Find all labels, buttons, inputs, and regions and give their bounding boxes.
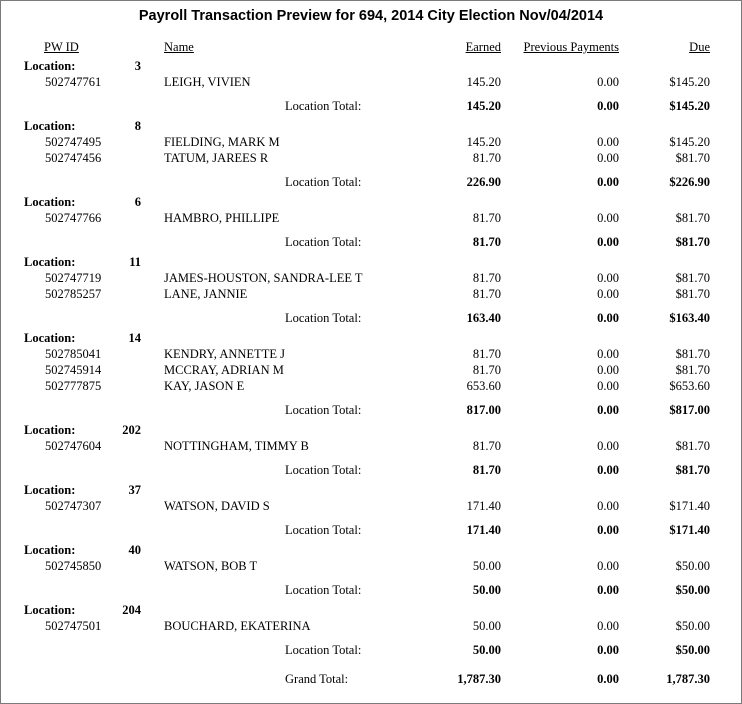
- table-row-due: $81.70: [675, 271, 710, 285]
- location-total-due: $81.70: [675, 235, 710, 249]
- table-row-pw-id: 502745914: [45, 363, 102, 377]
- table-row-name: WATSON, DAVID S: [164, 499, 270, 513]
- location-total-previous-payments: 0.00: [597, 403, 619, 417]
- table-row-name: JAMES-HOUSTON, SANDRA-LEE T: [164, 271, 363, 285]
- table-row-previous-payments: 0.00: [597, 135, 619, 149]
- location-total-previous-payments: 0.00: [597, 583, 619, 597]
- table-row-earned: 81.70: [472, 271, 501, 285]
- table-row-earned: 171.40: [466, 499, 501, 513]
- table-row-pw-id: 502747501: [45, 619, 102, 633]
- grand-total-earned: 1,787.30: [457, 672, 501, 686]
- location-total-due: $81.70: [675, 463, 710, 477]
- grand-total-due: 1,787.30: [666, 672, 710, 686]
- table-row-pw-id: 502747456: [45, 151, 102, 165]
- location-label: Location:: [24, 195, 76, 209]
- table-row-previous-payments: 0.00: [597, 559, 619, 573]
- location-total-due: $226.90: [669, 175, 710, 189]
- location-total-label: Location Total:: [285, 311, 362, 325]
- table-row-earned: 81.70: [472, 151, 501, 165]
- table-row-pw-id: 502785041: [45, 347, 102, 361]
- grand-total-label: Grand Total:: [285, 672, 349, 686]
- location-total-earned: 171.40: [466, 523, 501, 537]
- location-total-earned: 163.40: [466, 311, 501, 325]
- table-row-earned: 81.70: [472, 347, 501, 361]
- grand-total-previous-payments: 0.00: [597, 672, 619, 686]
- location-total-previous-payments: 0.00: [597, 523, 619, 537]
- table-row-earned: 50.00: [472, 559, 501, 573]
- location-total-earned: 226.90: [466, 175, 501, 189]
- location-label: Location:: [24, 255, 76, 269]
- table-row-due: $81.70: [675, 211, 710, 225]
- location-number: 3: [134, 59, 141, 73]
- location-total-previous-payments: 0.00: [597, 643, 619, 657]
- table-row-due: $81.70: [675, 363, 710, 377]
- location-number: 37: [128, 483, 141, 497]
- table-row-previous-payments: 0.00: [597, 439, 619, 453]
- table-row-name: MCCRAY, ADRIAN M: [164, 363, 284, 377]
- location-label: Location:: [24, 119, 76, 133]
- location-total-earned: 145.20: [466, 99, 501, 113]
- table-row-previous-payments: 0.00: [597, 347, 619, 361]
- table-row-previous-payments: 0.00: [597, 151, 619, 165]
- location-total-previous-payments: 0.00: [597, 99, 619, 113]
- location-total-due: $171.40: [669, 523, 710, 537]
- location-label: Location:: [24, 331, 76, 345]
- table-row-previous-payments: 0.00: [597, 499, 619, 513]
- table-row-due: $50.00: [675, 619, 710, 633]
- table-row-previous-payments: 0.00: [597, 75, 619, 89]
- location-total-earned: 50.00: [472, 583, 501, 597]
- location-label: Location:: [24, 603, 76, 617]
- table-row-due: $653.60: [669, 379, 710, 393]
- table-row-earned: 81.70: [472, 363, 501, 377]
- table-row-earned: 145.20: [466, 75, 501, 89]
- table-row-previous-payments: 0.00: [597, 287, 619, 301]
- location-total-due: $50.00: [675, 583, 710, 597]
- table-row-previous-payments: 0.00: [597, 211, 619, 225]
- column-header-previous-payments: Previous Payments: [523, 40, 619, 54]
- table-row-due: $145.20: [669, 75, 710, 89]
- table-row-name: BOUCHARD, EKATERINA: [164, 619, 311, 633]
- location-total-earned: 81.70: [472, 235, 501, 249]
- location-label: Location:: [24, 59, 76, 73]
- table-row-name: HAMBRO, PHILLIPE: [164, 211, 280, 225]
- table-row-due: $171.40: [669, 499, 710, 513]
- table-row-name: NOTTINGHAM, TIMMY B: [164, 439, 309, 453]
- table-row-pw-id: 502747761: [45, 75, 102, 89]
- location-total-label: Location Total:: [285, 643, 362, 657]
- table-row-due: $81.70: [675, 439, 710, 453]
- location-total-previous-payments: 0.00: [597, 311, 619, 325]
- table-row-due: $81.70: [675, 347, 710, 361]
- location-number: 202: [122, 423, 141, 437]
- column-header-name: Name: [164, 40, 194, 54]
- table-row-due: $145.20: [669, 135, 710, 149]
- table-row-earned: 145.20: [466, 135, 501, 149]
- table-row-pw-id: 502785257: [45, 287, 102, 301]
- location-number: 40: [128, 543, 141, 557]
- location-label: Location:: [24, 423, 76, 437]
- table-row-previous-payments: 0.00: [597, 619, 619, 633]
- location-total-label: Location Total:: [285, 463, 362, 477]
- table-row-previous-payments: 0.00: [597, 271, 619, 285]
- location-number: 14: [128, 331, 141, 345]
- location-label: Location:: [24, 543, 76, 557]
- column-header-earned: Earned: [465, 40, 501, 54]
- table-row-earned: 81.70: [472, 287, 501, 301]
- location-total-earned: 81.70: [472, 463, 501, 477]
- table-row-due: $81.70: [675, 151, 710, 165]
- location-total-label: Location Total:: [285, 583, 362, 597]
- table-row-earned: 50.00: [472, 619, 501, 633]
- table-row-name: LANE, JANNIE: [164, 287, 248, 301]
- table-row-due: $81.70: [675, 287, 710, 301]
- location-total-due: $145.20: [669, 99, 710, 113]
- location-total-earned: 817.00: [466, 403, 501, 417]
- location-total-previous-payments: 0.00: [597, 235, 619, 249]
- column-header-pw-id: PW ID: [44, 40, 79, 54]
- table-row-name: LEIGH, VIVIEN: [164, 75, 251, 89]
- location-total-label: Location Total:: [285, 99, 362, 113]
- location-total-previous-payments: 0.00: [597, 175, 619, 189]
- location-number: 8: [134, 119, 141, 133]
- table-row-previous-payments: 0.00: [597, 363, 619, 377]
- table-row-pw-id: 502747766: [45, 211, 102, 225]
- location-total-due: $163.40: [669, 311, 710, 325]
- table-row-pw-id: 502777875: [45, 379, 102, 393]
- table-row-name: FIELDING, MARK M: [164, 135, 280, 149]
- location-number: 11: [129, 255, 141, 269]
- location-number: 6: [134, 195, 141, 209]
- table-row-pw-id: 502747604: [45, 439, 102, 453]
- table-row-pw-id: 502747719: [45, 271, 102, 285]
- table-row-earned: 653.60: [466, 379, 501, 393]
- location-total-previous-payments: 0.00: [597, 463, 619, 477]
- location-label: Location:: [24, 483, 76, 497]
- table-row-name: WATSON, BOB T: [164, 559, 258, 573]
- table-row-pw-id: 502747307: [45, 499, 102, 513]
- location-total-label: Location Total:: [285, 403, 362, 417]
- table-row-earned: 81.70: [472, 439, 501, 453]
- location-total-label: Location Total:: [285, 175, 362, 189]
- column-header-due: Due: [689, 40, 710, 54]
- location-total-due: $817.00: [669, 403, 710, 417]
- location-total-label: Location Total:: [285, 235, 362, 249]
- table-row-pw-id: 502747495: [45, 135, 102, 149]
- table-row-earned: 81.70: [472, 211, 501, 225]
- table-row-due: $50.00: [675, 559, 710, 573]
- location-number: 204: [122, 603, 141, 617]
- report-title: Payroll Transaction Preview for 694, 2014 City Election Nov/04/2014: [138, 8, 604, 24]
- location-total-label: Location Total:: [285, 523, 362, 537]
- location-total-due: $50.00: [675, 643, 710, 657]
- table-row-name: TATUM, JAREES R: [164, 151, 269, 165]
- table-row-previous-payments: 0.00: [597, 379, 619, 393]
- table-row-pw-id: 502745850: [45, 559, 102, 573]
- table-row-name: KENDRY, ANNETTE J: [164, 347, 285, 361]
- table-row-name: KAY, JASON E: [164, 379, 245, 393]
- location-total-earned: 50.00: [472, 643, 501, 657]
